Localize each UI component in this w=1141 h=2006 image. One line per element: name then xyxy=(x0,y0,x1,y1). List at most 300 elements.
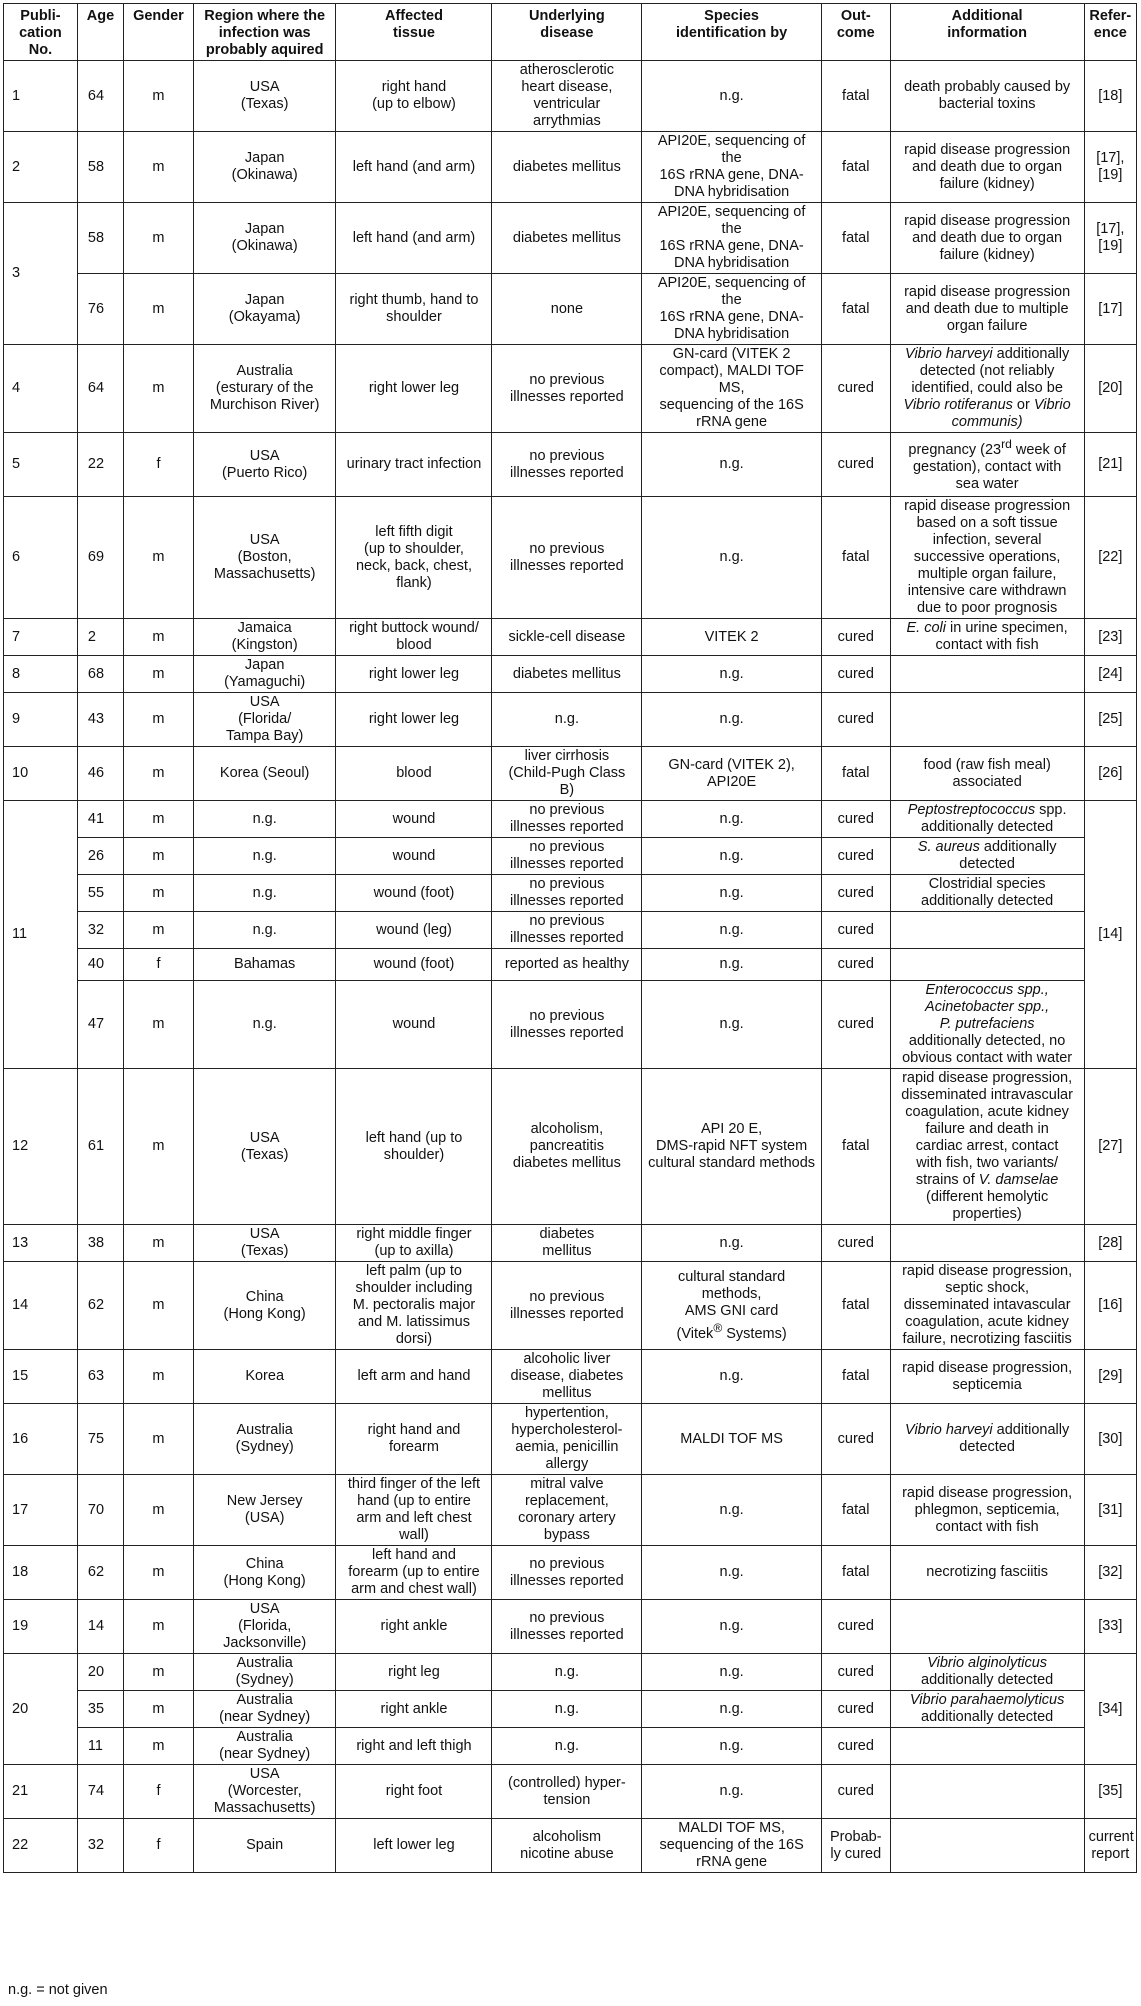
cell-affected-tissue: wound xyxy=(336,801,492,838)
cell-underlying-disease: diabetes mellitus xyxy=(492,132,642,203)
cell-additional-information: death probably caused by bacterial toxins xyxy=(890,61,1084,132)
cell-publication-no: 11 xyxy=(4,801,78,1069)
cell-species-identification: n.g. xyxy=(642,875,822,912)
cell-species-identification: n.g. xyxy=(642,801,822,838)
cell-outcome: fatal xyxy=(821,1262,890,1350)
cell-species-identification: n.g. xyxy=(642,838,822,875)
cell-gender: m xyxy=(124,912,194,949)
table-row xyxy=(4,132,1137,203)
cell-outcome: fatal xyxy=(821,132,890,203)
cell-publication-no: 15 xyxy=(4,1350,78,1404)
cell-underlying-disease: no previous illnesses reported xyxy=(492,875,642,912)
table-row xyxy=(4,1404,1137,1475)
cell-gender: m xyxy=(124,132,194,203)
cell-age: 62 xyxy=(77,1546,123,1600)
cell-reference: [24] xyxy=(1084,656,1136,693)
cell-additional-information: rapid disease progression, phlegmon, septicemia, contact with fish xyxy=(890,1475,1084,1546)
table-row xyxy=(4,345,1137,433)
cell-age: 70 xyxy=(77,1475,123,1546)
cell-species-identification: n.g. xyxy=(642,61,822,132)
cell-gender: m xyxy=(124,1475,194,1546)
cell-gender: f xyxy=(124,949,194,981)
cell-species-identification: n.g. xyxy=(642,497,822,619)
table-row xyxy=(4,433,1137,497)
cell-age: 14 xyxy=(77,1600,123,1654)
cell-species-identification: n.g. xyxy=(642,949,822,981)
cell-additional-information: rapid disease progression, septic shock, disseminated intavascular coagulation, acute kidney failure, necrotizing fasciitis xyxy=(890,1262,1084,1350)
cell-region: n.g. xyxy=(193,875,336,912)
table-row xyxy=(4,747,1137,801)
cell-outcome: cured xyxy=(821,1765,890,1819)
cell-publication-no: 19 xyxy=(4,1600,78,1654)
cell-age: 55 xyxy=(77,875,123,912)
table-row xyxy=(4,619,1137,656)
cell-species-identification: n.g. xyxy=(642,1225,822,1262)
cell-age: 11 xyxy=(77,1728,123,1765)
table-row xyxy=(4,1600,1137,1654)
cell-region: Jamaica (Kingston) xyxy=(193,619,336,656)
footnote: n.g. = not given xyxy=(8,1982,108,1998)
cell-reference: [26] xyxy=(1084,747,1136,801)
cell-gender: m xyxy=(124,1069,194,1225)
cell-publication-no: 20 xyxy=(4,1654,78,1765)
cell-species-identification: API20E, sequencing of the 16S rRNA gene, DNA- DNA hybridisation xyxy=(642,132,822,203)
cell-publication-no: 9 xyxy=(4,693,78,747)
cell-affected-tissue: right foot xyxy=(336,1765,492,1819)
header-reference: Refer- ence xyxy=(1084,4,1136,61)
table-row xyxy=(4,1262,1137,1350)
cell-additional-information: rapid disease progression based on a soft tissue infection, several successive operations, multiple organ failure, intensive care withdrawn due to poor prognosis xyxy=(890,497,1084,619)
cell-age: 2 xyxy=(77,619,123,656)
cell-region: China (Hong Kong) xyxy=(193,1262,336,1350)
cell-underlying-disease: alcoholism, pancreatitis diabetes mellitus xyxy=(492,1069,642,1225)
cell-additional-information: Vibrio harveyi additionally detected xyxy=(890,1404,1084,1475)
cell-reference: [20] xyxy=(1084,345,1136,433)
cell-region: USA (Worcester, Massachusetts) xyxy=(193,1765,336,1819)
cell-publication-no: 22 xyxy=(4,1819,78,1873)
cell-region: Australia (near Sydney) xyxy=(193,1691,336,1728)
cell-additional-information: E. coli in urine specimen, contact with fish xyxy=(890,619,1084,656)
cell-region: USA (Texas) xyxy=(193,61,336,132)
cell-gender: m xyxy=(124,747,194,801)
cell-publication-no: 13 xyxy=(4,1225,78,1262)
cell-outcome: cured xyxy=(821,1654,890,1691)
cell-outcome: fatal xyxy=(821,1546,890,1600)
cell-species-identification: n.g. xyxy=(642,1600,822,1654)
cell-underlying-disease: no previous illnesses reported xyxy=(492,433,642,497)
cell-reference: [16] xyxy=(1084,1262,1136,1350)
cell-underlying-disease: no previous illnesses reported xyxy=(492,345,642,433)
cell-additional-information: Clostridial species additionally detected xyxy=(890,875,1084,912)
cell-additional-information xyxy=(890,912,1084,949)
cell-reference: [18] xyxy=(1084,61,1136,132)
cell-age: 76 xyxy=(77,274,123,345)
header-affected-tissue: Affected tissue xyxy=(336,4,492,61)
cell-age: 64 xyxy=(77,61,123,132)
cell-affected-tissue: third finger of the left hand (up to entire arm and left chest wall) xyxy=(336,1475,492,1546)
cell-additional-information xyxy=(890,656,1084,693)
cell-gender: f xyxy=(124,433,194,497)
cell-species-identification: GN-card (VITEK 2), API20E xyxy=(642,747,822,801)
cell-age: 61 xyxy=(77,1069,123,1225)
cell-region: Japan (Okinawa) xyxy=(193,132,336,203)
cell-species-identification: n.g. xyxy=(642,1475,822,1546)
cell-affected-tissue: wound (leg) xyxy=(336,912,492,949)
cell-age: 46 xyxy=(77,747,123,801)
cell-affected-tissue: right ankle xyxy=(336,1600,492,1654)
cell-additional-information: Peptostreptococcus spp. additionally detected xyxy=(890,801,1084,838)
cell-underlying-disease: n.g. xyxy=(492,1691,642,1728)
cell-underlying-disease: no previous illnesses reported xyxy=(492,1600,642,1654)
cell-species-identification: n.g. xyxy=(642,1546,822,1600)
cell-age: 32 xyxy=(77,1819,123,1873)
cell-gender: m xyxy=(124,801,194,838)
cell-outcome: cured xyxy=(821,1600,890,1654)
cell-affected-tissue: left fifth digit (up to shoulder, neck, back, chest, flank) xyxy=(336,497,492,619)
header-gender: Gender xyxy=(124,4,194,61)
cell-gender: m xyxy=(124,274,194,345)
cell-age: 47 xyxy=(77,981,123,1069)
cell-additional-information xyxy=(890,1225,1084,1262)
table-row xyxy=(4,801,1137,838)
cell-age: 40 xyxy=(77,949,123,981)
header-region: Region where the infection was probably aquired xyxy=(193,4,336,61)
cell-age: 74 xyxy=(77,1765,123,1819)
cell-age: 63 xyxy=(77,1350,123,1404)
cell-reference: [22] xyxy=(1084,497,1136,619)
cell-publication-no: 8 xyxy=(4,656,78,693)
cell-region: USA (Texas) xyxy=(193,1225,336,1262)
cell-publication-no: 14 xyxy=(4,1262,78,1350)
cell-underlying-disease: n.g. xyxy=(492,1654,642,1691)
cell-gender: m xyxy=(124,345,194,433)
cell-age: 43 xyxy=(77,693,123,747)
table-row xyxy=(4,838,1137,875)
table-row xyxy=(4,981,1137,1069)
cell-reference: [14] xyxy=(1084,801,1136,1069)
cell-underlying-disease: no previous illnesses reported xyxy=(492,912,642,949)
cell-age: 69 xyxy=(77,497,123,619)
cell-underlying-disease: reported as healthy xyxy=(492,949,642,981)
cell-reference: [23] xyxy=(1084,619,1136,656)
cell-underlying-disease: no previous illnesses reported xyxy=(492,1546,642,1600)
header-publication-no: Publi- cation No. xyxy=(4,4,78,61)
table-row xyxy=(4,949,1137,981)
table-row xyxy=(4,875,1137,912)
cell-publication-no: 6 xyxy=(4,497,78,619)
cell-age: 62 xyxy=(77,1262,123,1350)
cell-additional-information xyxy=(890,693,1084,747)
cell-reference: [28] xyxy=(1084,1225,1136,1262)
cell-gender: m xyxy=(124,1546,194,1600)
cell-outcome: fatal xyxy=(821,61,890,132)
cell-outcome: cured xyxy=(821,875,890,912)
cell-region: Japan (Okinawa) xyxy=(193,203,336,274)
cell-reference: [33] xyxy=(1084,1600,1136,1654)
cell-outcome: cured xyxy=(821,656,890,693)
cell-outcome: cured xyxy=(821,1225,890,1262)
cell-outcome: cured xyxy=(821,949,890,981)
cell-species-identification: n.g. xyxy=(642,433,822,497)
cell-outcome: cured xyxy=(821,801,890,838)
table-row xyxy=(4,912,1137,949)
cell-affected-tissue: left lower leg xyxy=(336,1819,492,1873)
table-row xyxy=(4,656,1137,693)
cell-region: Spain xyxy=(193,1819,336,1873)
header-outcome: Out- come xyxy=(821,4,890,61)
cell-underlying-disease: diabetes mellitus xyxy=(492,203,642,274)
cell-affected-tissue: right middle finger (up to axilla) xyxy=(336,1225,492,1262)
cell-reference: current report xyxy=(1084,1819,1136,1873)
cell-age: 41 xyxy=(77,801,123,838)
cell-age: 22 xyxy=(77,433,123,497)
cell-affected-tissue: right buttock wound/ blood xyxy=(336,619,492,656)
cell-outcome: cured xyxy=(821,981,890,1069)
cell-publication-no: 3 xyxy=(4,203,78,345)
cell-species-identification: n.g. xyxy=(642,1691,822,1728)
cell-species-identification: GN-card (VITEK 2 compact), MALDI TOF MS, sequencing of the 16S rRNA gene xyxy=(642,345,822,433)
cell-reference: [27] xyxy=(1084,1069,1136,1225)
cell-species-identification: n.g. xyxy=(642,1350,822,1404)
header-row xyxy=(4,4,1137,61)
cell-species-identification: n.g. xyxy=(642,1728,822,1765)
cell-region: Australia (esturary of the Murchison River) xyxy=(193,345,336,433)
header-additional-information: Additional information xyxy=(890,4,1084,61)
cell-reference: [29] xyxy=(1084,1350,1136,1404)
case-table xyxy=(3,3,1137,1873)
cell-underlying-disease: diabetes mellitus xyxy=(492,1225,642,1262)
cell-reference: [17], [19] xyxy=(1084,132,1136,203)
cell-additional-information: rapid disease progression, disseminated intravascular coagulation, acute kidney failure and death in cardiac arrest, contact with fish, two variants/ strains of V. damselae (different hemolytic properties) xyxy=(890,1069,1084,1225)
cell-region: n.g. xyxy=(193,801,336,838)
table-row xyxy=(4,693,1137,747)
cell-underlying-disease: hypertention, hypercholesterol- aemia, penicillin allergy xyxy=(492,1404,642,1475)
cell-affected-tissue: wound (foot) xyxy=(336,949,492,981)
cell-species-identification: API20E, sequencing of the 16S rRNA gene, DNA- DNA hybridisation xyxy=(642,274,822,345)
cell-affected-tissue: right lower leg xyxy=(336,693,492,747)
cell-additional-information xyxy=(890,949,1084,981)
cell-publication-no: 21 xyxy=(4,1765,78,1819)
cell-species-identification: n.g. xyxy=(642,1654,822,1691)
cell-additional-information: necrotizing fasciitis xyxy=(890,1546,1084,1600)
header-age: Age xyxy=(77,4,123,61)
cell-region: USA (Texas) xyxy=(193,1069,336,1225)
cell-species-identification: n.g. xyxy=(642,981,822,1069)
cell-age: 38 xyxy=(77,1225,123,1262)
cell-region: Australia (Sydney) xyxy=(193,1404,336,1475)
cell-affected-tissue: left hand and forearm (up to entire arm and chest wall) xyxy=(336,1546,492,1600)
cell-species-identification: VITEK 2 xyxy=(642,619,822,656)
cell-underlying-disease: no previous illnesses reported xyxy=(492,981,642,1069)
cell-gender: m xyxy=(124,656,194,693)
cell-underlying-disease: alcoholism nicotine abuse xyxy=(492,1819,642,1873)
cell-reference: [32] xyxy=(1084,1546,1136,1600)
cell-affected-tissue: right leg xyxy=(336,1654,492,1691)
cell-underlying-disease: diabetes mellitus xyxy=(492,656,642,693)
cell-species-identification: n.g. xyxy=(642,1765,822,1819)
header-underlying-disease: Underlying disease xyxy=(492,4,642,61)
cell-species-identification: API20E, sequencing of the 16S rRNA gene, DNA- DNA hybridisation xyxy=(642,203,822,274)
cell-underlying-disease: no previous illnesses reported xyxy=(492,838,642,875)
cell-region: Australia (Sydney) xyxy=(193,1654,336,1691)
cell-underlying-disease: atherosclerotic heart disease, ventricular arrythmias xyxy=(492,61,642,132)
cell-gender: m xyxy=(124,1225,194,1262)
cell-affected-tissue: right thumb, hand to shoulder xyxy=(336,274,492,345)
cell-affected-tissue: right and left thigh xyxy=(336,1728,492,1765)
table-row xyxy=(4,1546,1137,1600)
table-row xyxy=(4,1691,1137,1728)
cell-region: China (Hong Kong) xyxy=(193,1546,336,1600)
cell-underlying-disease: none xyxy=(492,274,642,345)
cell-region: USA (Florida/ Tampa Bay) xyxy=(193,693,336,747)
cell-affected-tissue: left hand (and arm) xyxy=(336,132,492,203)
cell-outcome: cured xyxy=(821,1404,890,1475)
cell-outcome: fatal xyxy=(821,1350,890,1404)
cell-gender: f xyxy=(124,1819,194,1873)
cell-region: USA (Boston, Massachusetts) xyxy=(193,497,336,619)
cell-reference: [21] xyxy=(1084,433,1136,497)
cell-affected-tissue: wound xyxy=(336,838,492,875)
cell-additional-information xyxy=(890,1728,1084,1765)
cell-gender: m xyxy=(124,619,194,656)
cell-age: 68 xyxy=(77,656,123,693)
cell-publication-no: 5 xyxy=(4,433,78,497)
cell-outcome: fatal xyxy=(821,497,890,619)
cell-age: 75 xyxy=(77,1404,123,1475)
cell-publication-no: 12 xyxy=(4,1069,78,1225)
cell-affected-tissue: wound xyxy=(336,981,492,1069)
table-row xyxy=(4,1654,1137,1691)
cell-affected-tissue: right hand and forearm xyxy=(336,1404,492,1475)
cell-affected-tissue: left hand (and arm) xyxy=(336,203,492,274)
cell-publication-no: 18 xyxy=(4,1546,78,1600)
cell-gender: m xyxy=(124,1404,194,1475)
cell-reference: [34] xyxy=(1084,1654,1136,1765)
cell-underlying-disease: no previous illnesses reported xyxy=(492,801,642,838)
cell-publication-no: 17 xyxy=(4,1475,78,1546)
cell-gender: m xyxy=(124,61,194,132)
cell-age: 32 xyxy=(77,912,123,949)
table-row xyxy=(4,1728,1137,1765)
cell-age: 35 xyxy=(77,1691,123,1728)
cell-additional-information: rapid disease progression and death due to organ failure (kidney) xyxy=(890,203,1084,274)
cell-outcome: fatal xyxy=(821,1475,890,1546)
cell-publication-no: 10 xyxy=(4,747,78,801)
cell-additional-information: Enterococcus spp., Acinetobacter spp., P. putrefaciens additionally detected, no obvious contact with water xyxy=(890,981,1084,1069)
cell-publication-no: 16 xyxy=(4,1404,78,1475)
cell-gender: m xyxy=(124,1350,194,1404)
cell-gender: m xyxy=(124,203,194,274)
cell-region: Japan (Yamaguchi) xyxy=(193,656,336,693)
cell-outcome: cured xyxy=(821,1728,890,1765)
cell-publication-no: 7 xyxy=(4,619,78,656)
cell-additional-information: pregnancy (23rd week of gestation), contact with sea water xyxy=(890,433,1084,497)
cell-gender: m xyxy=(124,875,194,912)
cell-additional-information: Vibrio alginolyticus additionally detected xyxy=(890,1654,1084,1691)
cell-reference: [17], [19] xyxy=(1084,203,1136,274)
header-species-identification: Species identification by xyxy=(642,4,822,61)
cell-region: n.g. xyxy=(193,981,336,1069)
cell-region: Japan (Okayama) xyxy=(193,274,336,345)
table-row xyxy=(4,1350,1137,1404)
cell-outcome: cured xyxy=(821,619,890,656)
cell-gender: m xyxy=(124,497,194,619)
cell-underlying-disease: n.g. xyxy=(492,1728,642,1765)
cell-additional-information xyxy=(890,1600,1084,1654)
cell-outcome: fatal xyxy=(821,1069,890,1225)
cell-gender: m xyxy=(124,1691,194,1728)
cell-underlying-disease: sickle-cell disease xyxy=(492,619,642,656)
table-row xyxy=(4,1765,1137,1819)
cell-gender: m xyxy=(124,838,194,875)
cell-species-identification: n.g. xyxy=(642,693,822,747)
cell-region: n.g. xyxy=(193,838,336,875)
cell-region: Bahamas xyxy=(193,949,336,981)
cell-affected-tissue: wound (foot) xyxy=(336,875,492,912)
cell-age: 20 xyxy=(77,1654,123,1691)
cell-outcome: Probab- ly cured xyxy=(821,1819,890,1873)
cell-affected-tissue: right hand (up to elbow) xyxy=(336,61,492,132)
cell-publication-no: 4 xyxy=(4,345,78,433)
cell-additional-information xyxy=(890,1819,1084,1873)
cell-publication-no: 2 xyxy=(4,132,78,203)
cell-reference: [30] xyxy=(1084,1404,1136,1475)
cell-additional-information: rapid disease progression, septicemia xyxy=(890,1350,1084,1404)
cell-underlying-disease: mitral valve replacement, coronary artery bypass xyxy=(492,1475,642,1546)
cell-affected-tissue: right ankle xyxy=(336,1691,492,1728)
table-row xyxy=(4,1819,1137,1873)
cell-region: n.g. xyxy=(193,912,336,949)
table-row xyxy=(4,61,1137,132)
cell-outcome: fatal xyxy=(821,203,890,274)
cell-outcome: fatal xyxy=(821,747,890,801)
cell-region: New Jersey (USA) xyxy=(193,1475,336,1546)
cell-age: 26 xyxy=(77,838,123,875)
cell-affected-tissue: right lower leg xyxy=(336,345,492,433)
cell-underlying-disease: alcoholic liver disease, diabetes mellitus xyxy=(492,1350,642,1404)
cell-publication-no: 1 xyxy=(4,61,78,132)
cell-outcome: cured xyxy=(821,1691,890,1728)
cell-affected-tissue: blood xyxy=(336,747,492,801)
cell-underlying-disease: no previous illnesses reported xyxy=(492,1262,642,1350)
cell-reference: [17] xyxy=(1084,274,1136,345)
cell-reference: [31] xyxy=(1084,1475,1136,1546)
cell-additional-information: food (raw fish meal) associated xyxy=(890,747,1084,801)
cell-gender: m xyxy=(124,1600,194,1654)
cell-underlying-disease: n.g. xyxy=(492,693,642,747)
cell-underlying-disease: (controlled) hyper- tension xyxy=(492,1765,642,1819)
cell-gender: m xyxy=(124,1654,194,1691)
cell-gender: f xyxy=(124,1765,194,1819)
cell-species-identification: API 20 E, DMS-rapid NFT system cultural standard methods xyxy=(642,1069,822,1225)
cell-gender: m xyxy=(124,1728,194,1765)
table-row xyxy=(4,274,1137,345)
cell-outcome: cured xyxy=(821,433,890,497)
cell-additional-information: rapid disease progression and death due to multiple organ failure xyxy=(890,274,1084,345)
cell-region: Australia (near Sydney) xyxy=(193,1728,336,1765)
cell-region: USA (Florida, Jacksonville) xyxy=(193,1600,336,1654)
cell-age: 58 xyxy=(77,132,123,203)
cell-outcome: fatal xyxy=(821,274,890,345)
cell-outcome: cured xyxy=(821,345,890,433)
cell-outcome: cured xyxy=(821,838,890,875)
cell-additional-information: rapid disease progression and death due to organ failure (kidney) xyxy=(890,132,1084,203)
cell-species-identification: n.g. xyxy=(642,912,822,949)
cell-additional-information: Vibrio harveyi additionally detected (not reliably identified, could also be Vibrio rotiferanus or Vibrio communis) xyxy=(890,345,1084,433)
table-row xyxy=(4,203,1137,274)
cell-age: 64 xyxy=(77,345,123,433)
cell-reference: [25] xyxy=(1084,693,1136,747)
